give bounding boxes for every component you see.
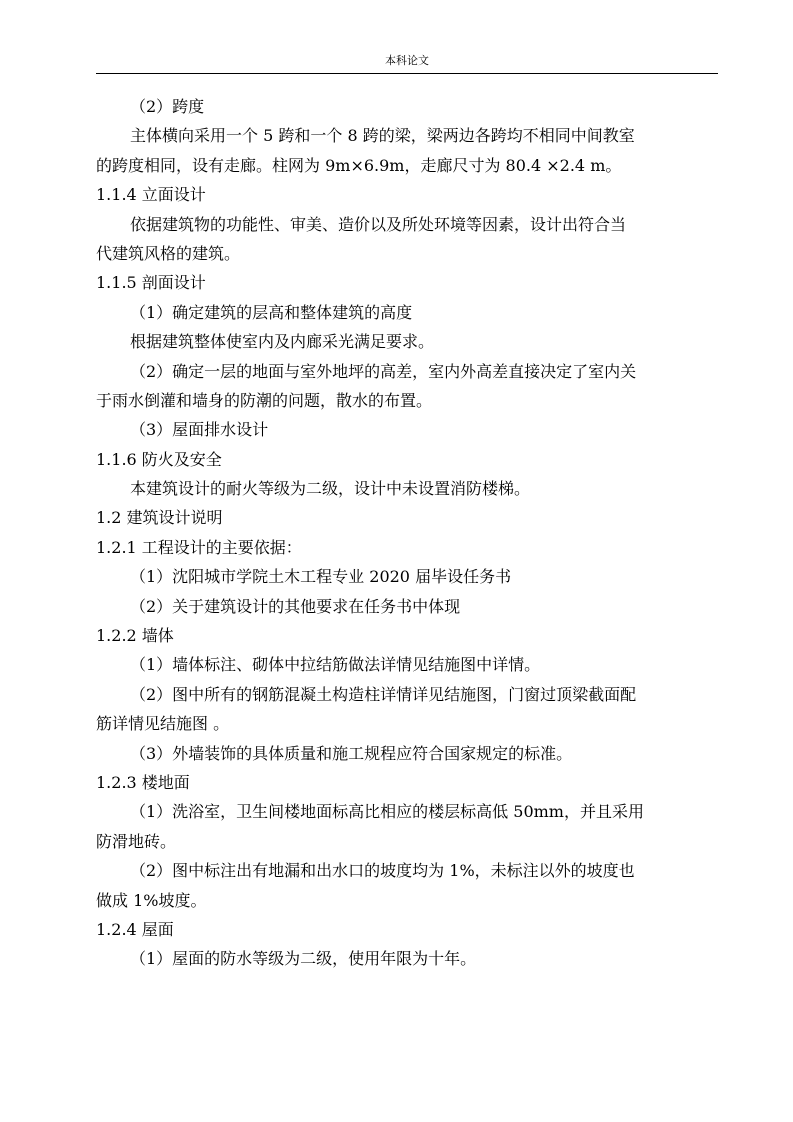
section-number: 1.1.5 — [96, 273, 142, 293]
section-number: 1.2.1 — [96, 537, 142, 557]
section-heading — [96, 445, 718, 474]
section-number: 1.2.2 — [96, 626, 142, 646]
section-heading — [96, 268, 718, 297]
paragraph-line: 主体横向采用一个 5 跨和一个 8 跨的梁，梁两边各跨均不相同中间教室 — [130, 126, 635, 146]
section-number: 1.2.4 — [96, 919, 142, 939]
section-title: 屋面 — [141, 919, 174, 939]
paragraph-line: （1）墙体标注、砌体中拉结筋做法详情见结施图中详情。 — [130, 655, 541, 675]
section-number: 1.1.4 — [96, 185, 142, 205]
section-heading — [96, 768, 718, 797]
paragraph-line: 筋详情见结施图 。 — [96, 714, 230, 734]
document-body — [96, 92, 718, 974]
page-header: 本科论文 — [385, 54, 429, 67]
paragraph-line: 本建筑设计的耐火等级为二级，设计中未设置消防楼梯。 — [130, 479, 531, 499]
paragraph-line: （1）确定建筑的层高和整体建筑的高度 — [130, 302, 413, 322]
section-title: 剖面设计 — [141, 273, 206, 293]
paragraph-line: 依据建筑物的功能性、审美、造价以及所处环境等因素，设计出符合当 — [130, 214, 627, 234]
paragraph-line: 于雨水倒灌和墙身的防潮的问题，散水的布置。 — [96, 390, 433, 410]
paragraph-line: （2）关于建筑设计的其他要求在任务书中体现 — [130, 596, 461, 616]
section-title: 建筑设计说明 — [126, 508, 223, 528]
section-heading — [96, 180, 718, 209]
section-title: 墙体 — [141, 626, 174, 646]
paragraph-line: （3）屋面排水设计 — [130, 420, 269, 440]
section-heading — [96, 503, 718, 532]
paragraph-line: （1）洗浴室，卫生间楼地面标高比相应的楼层标高低 50mm，并且采用 — [130, 802, 644, 822]
paragraph-line: 代建筑风格的建筑。 — [96, 243, 241, 263]
paragraph-line: 根据建筑整体使室内及内廊采光满足要求。 — [130, 332, 435, 352]
section-title: 楼地面 — [141, 772, 190, 792]
section-title: 立面设计 — [141, 185, 206, 205]
section-number: 1.2 — [96, 508, 127, 528]
paragraph-line: （1）沈阳城市学院土木工程专业 2020 届毕设任务书 — [130, 567, 512, 587]
section-heading — [96, 621, 718, 650]
paragraph-line: 防滑地砖。 — [96, 831, 177, 851]
section-heading — [96, 533, 718, 562]
paragraph-line: （2）图中标注出有地漏和出水口的坡度均为 1%，未标注以外的坡度也 — [130, 861, 635, 881]
paragraph-line: 的跨度相同，设有走廊。柱网为 9m×6.9m，走廊尺寸为 80.4 ×2.4 m。 — [96, 155, 622, 175]
paragraph-line: （2）确定一层的地面与室外地坪的高差，室内外高差直接决定了室内关 — [130, 361, 637, 381]
paragraph-line: （1）屋面的防水等级为二级，使用年限为十年。 — [130, 949, 477, 969]
section-heading — [96, 915, 718, 944]
section-title: 防火及安全 — [141, 449, 222, 469]
section-number: 1.1.6 — [96, 449, 142, 469]
paragraph-line: （2）图中所有的钢筋混凝土构造柱详情详见结施图，门窗过顶梁截面配 — [130, 684, 637, 704]
paragraph-line: （2）跨度 — [130, 97, 205, 116]
paragraph-line: （3）外墙装饰的具体质量和施工规程应符合国家规定的标准。 — [130, 743, 573, 763]
section-title: 工程设计的主要依据： — [141, 537, 302, 557]
paragraph-line: 做成 1%坡度。 — [96, 890, 207, 910]
section-number: 1.2.3 — [96, 772, 142, 792]
header-divider — [96, 73, 718, 74]
